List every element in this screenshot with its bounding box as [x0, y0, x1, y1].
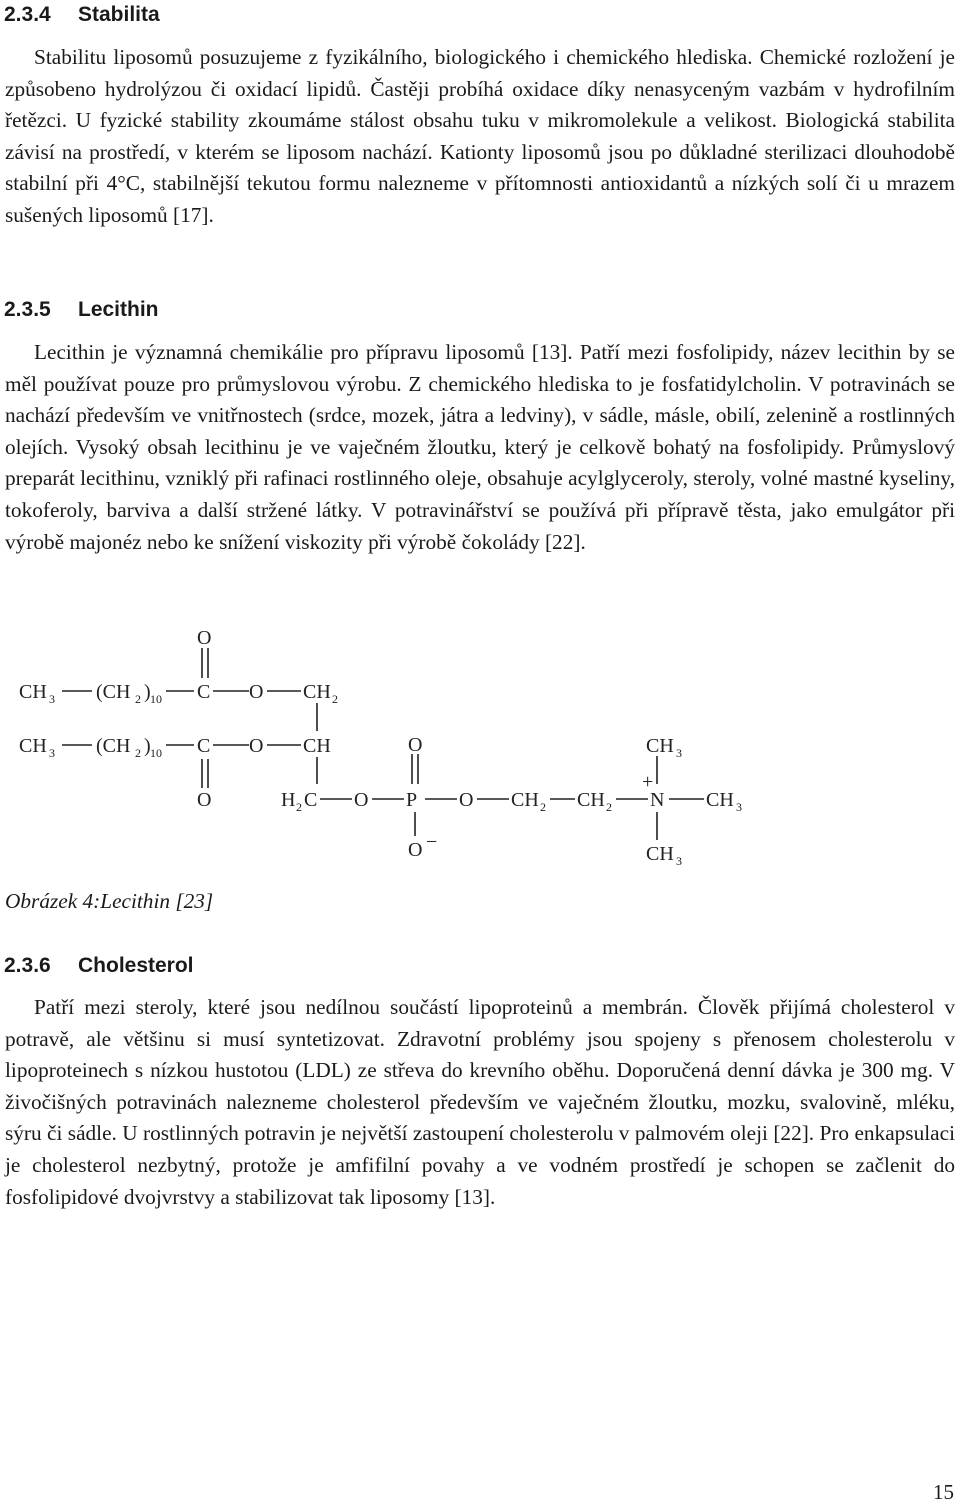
paragraph-text: Stabilitu liposomů posuzujeme z fyzikálního, biologického i chemického hlediska. Chemické rozložení je způsobeno hydrolýzou či oxidací lipidů. Častěji probíhá oxidace díky nenasyceným vazbám v hydrofilním řetězci. U fyzické stability zkoumáme stálost obsahu tuku v mikromolekule a velikost. Biologická stabilita závisí na prostředí, v kterém se liposom nachází. Kationty liposomů jsou po důkladné sterilizaci dlouhodobě stabilní při 4°C, stabilnější tekutou formu nalezneme v přítomnosti antioxidantů a nízkých solí či u mrazem sušených liposomů [17].: [5, 45, 955, 227]
section-title: Lecithin: [78, 298, 159, 321]
oxygen-label: O: [197, 627, 212, 649]
h2c-c-label: C: [304, 789, 318, 811]
h2c-subscript: 2: [296, 800, 302, 814]
ch3-subscript: 3: [49, 692, 55, 706]
paragraph-text: Patří mezi steroly, které jsou nedílnou součástí lipoproteinů a membrán. Člověk přijímá cholesterol v potravě, ale většinu si musí syntetizovat. Zdravotní problémy jsou spojeny s přenosem cholesterolu v lipoproteinech s nízkou hustotou (LDL) ze střeva do krevního oběhu. Doporučená denní dávka je 300 mg. V živočišných potravinách nalezneme cholesterol především ve vaječném žloutku, mozku, svalovině, mléku, sýru či sádle. U rostlinných potravin je největší zastoupení cholesterolu v palmovém oleji [22]. Pro enkapsulaci je cholesterol nezbytný, protože je amfifilní povahy a ve vodném prostředí je schopen se začlenit do fosfolipidové dvojvrstvy a stabilizovat tak liposomy [13].: [5, 995, 955, 1209]
ch2-label: CH: [577, 789, 605, 811]
section-title: Stabilita: [78, 3, 160, 26]
ch3-subscript: 3: [676, 854, 682, 868]
ch3-subscript: 3: [49, 746, 55, 760]
carbon-label: C: [197, 681, 211, 703]
oxygen-label: O: [354, 789, 369, 811]
nitrogen-label: N: [650, 789, 665, 811]
ch2-subscript: 2: [540, 800, 546, 814]
ch3-label: CH: [19, 681, 47, 703]
paragraph-cholesterol: [5, 992, 955, 1213]
oxygen-label: O: [408, 839, 423, 861]
section-number: 2.3.4: [4, 3, 51, 26]
paren-label: ): [144, 681, 151, 703]
section-number: 2.3.6: [4, 954, 51, 977]
carbon-label: C: [197, 735, 211, 757]
oxygen-label: O: [249, 735, 264, 757]
section-heading-cholesterol: [4, 954, 194, 978]
paren-label: ): [144, 735, 151, 757]
page-number: 15: [933, 1480, 954, 1504]
repeat-subscript: 10: [150, 692, 162, 706]
ch2-subscript: 2: [606, 800, 612, 814]
ch3-label: CH: [646, 735, 674, 757]
figure-caption: Obrázek 4:Lecithin [23]: [5, 889, 214, 913]
paragraph-text: Lecithin je významná chemikálie pro přípravu liposomů [13]. Patří mezi fosfolipidy, název lecithin by se měl používat pouze pro průmyslovou výrobu. Z chemického hlediska to je fosfatidylcholin. V potravinách se nachází především ve vnitřnostech (srdce, mozek, játra a ledviny), v sádle, másle, obilí, zelenině a rostlinných olejích. Vysoký obsah lecithinu je ve vaječném žloutku, který je celkově bohatý na fosfolipidy. Průmyslový preparát lecithinu, vzniklý při rafinaci rostlinného oleje, obsahuje acylglyceroly, steroly, volné mastné kyseliny, tokoferoly, barviva a další stržené látky. V potravinářství se používá při přípravě těsta, jako emulgátor při výrobě majonéz nebo ke snížení viskozity při výrobě čokolády [22].: [5, 340, 955, 554]
ch3-label: CH: [706, 789, 734, 811]
ch3-subscript: 3: [736, 800, 742, 814]
section-title: Cholesterol: [78, 954, 194, 977]
phosphorus-label: P: [406, 789, 418, 811]
lecithin-structure-figure: [14, 624, 774, 869]
section-number: 2.3.5: [4, 298, 51, 321]
ch2-subscript: 2: [135, 692, 141, 706]
ch2-group-label: (CH: [96, 681, 131, 703]
ch2-label: CH: [511, 789, 539, 811]
paragraph-lecithin: [5, 337, 955, 558]
repeat-subscript: 10: [150, 746, 162, 760]
ch2-label: CH: [303, 681, 331, 703]
section-heading-stability: [4, 3, 160, 27]
oxygen-label: O: [459, 789, 474, 811]
oxygen-label: O: [408, 734, 423, 756]
ch3-label: CH: [646, 843, 674, 865]
oxygen-label: O: [249, 681, 264, 703]
ch2-group-label: (CH: [96, 735, 131, 757]
ch2-subscript: 2: [135, 746, 141, 760]
section-heading-lecithin: [4, 298, 159, 322]
h2c-h-label: H: [281, 789, 296, 811]
ch3-label: CH: [19, 735, 47, 757]
paragraph-stability: [5, 42, 955, 232]
ch3-subscript: 3: [676, 746, 682, 760]
plus-charge: +: [642, 771, 654, 793]
oxygen-label: O: [197, 789, 212, 811]
minus-charge: −: [426, 831, 438, 853]
ch-label: CH: [303, 735, 331, 757]
ch2-subscript: 2: [332, 692, 338, 706]
